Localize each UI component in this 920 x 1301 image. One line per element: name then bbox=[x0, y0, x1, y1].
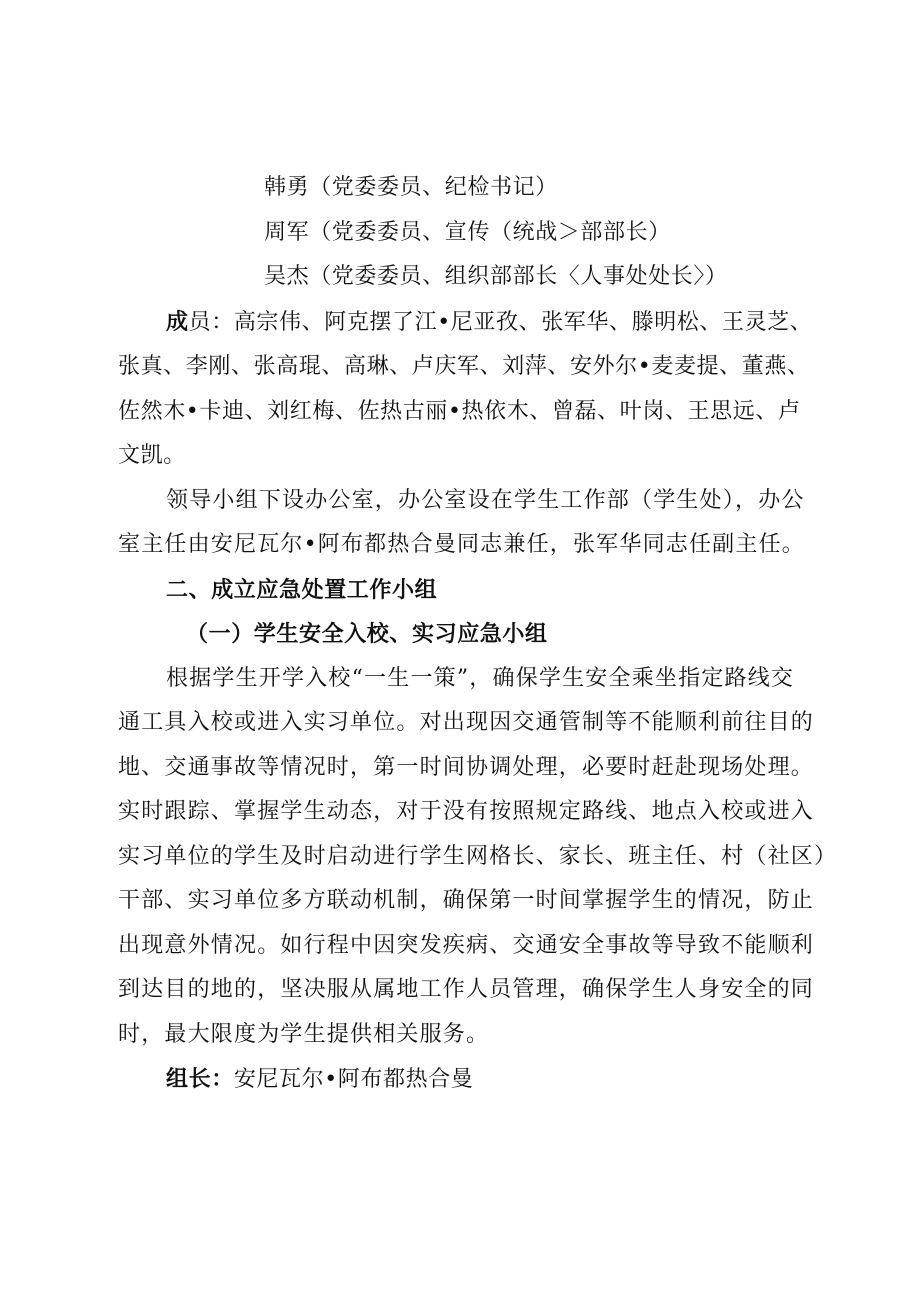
members-label-rest: 员： bbox=[188, 309, 234, 335]
leader-entry: 吴杰（党委委员、组织部部长〈人事处处长〉） bbox=[264, 264, 728, 289]
group-leader-label: 组长： bbox=[166, 1066, 234, 1092]
members-line: 佐然木•卡迪、刘红梅、佐热古丽•热依木、曾磊、叶岗、王思远、卢 bbox=[118, 398, 801, 424]
members-line: 文凯。 bbox=[118, 443, 186, 468]
group-leader-line bbox=[118, 1057, 828, 1103]
members-line: 张真、李刚、张高琨、高琳、卢庆军、刘萍、安外尔•麦麦提、董燕、 bbox=[118, 354, 810, 379]
body-line: 通工具入校或进入实习单位。对出现因交通管制等不能顺利前往目的 bbox=[118, 710, 815, 735]
leader-entry: 周军（党委委员、宣传（统战＞部部长） bbox=[264, 219, 671, 245]
body-line: 出现意外情况。如行程中因突发疾病、交通安全事故等导致不能顺利 bbox=[118, 932, 815, 958]
document-body bbox=[118, 166, 838, 1103]
section-heading: 二、成立应急处置工作小组 bbox=[166, 576, 438, 603]
body-line: 干部、实习单位多方联动机制，确保第一时间掌握学生的情况，防止 bbox=[118, 888, 815, 913]
leader-entry: 韩勇（党委委员、纪检书记） bbox=[264, 175, 558, 200]
body-line: 时，最大限度为学生提供相关服务。 bbox=[118, 1021, 490, 1047]
group-leader-name: 安尼瓦尔•阿布都热合曼 bbox=[233, 1067, 474, 1092]
subsection-heading: （一）学生安全入校、实习应急小组 bbox=[186, 621, 548, 647]
office-paragraph-line: 室主任由安尼瓦尔•阿布都热合曼同志兼任，张军华同志任副主任。 bbox=[118, 532, 805, 557]
body-line: 根据学生开学入校“一生一策”，确保学生安全乘坐指定路线交 bbox=[166, 665, 795, 691]
members-line bbox=[118, 300, 828, 346]
members-label: 成 bbox=[166, 308, 189, 335]
members-text: 高宗伟、阿克摆了江•尼亚孜、张军华、滕明松、王灵芝、 bbox=[233, 309, 813, 335]
body-line: 实时跟踪、掌握学生动态，对于没有按照规定路线、地点入校或进入 bbox=[118, 799, 815, 824]
body-line: 实习单位的学生及时启动进行学生网格长、家长、班主任、村（社区） bbox=[118, 843, 838, 869]
body-line: 到达目的地的，坚决服从属地工作人员管理，确保学生人身安全的同 bbox=[118, 977, 815, 1002]
office-paragraph-line: 领导小组下设办公室，办公室设在学生工作部（学生处），办公 bbox=[166, 487, 805, 513]
body-line: 地、交通事故等情况时，第一时间协调处理，必要时赶赴现场处理。 bbox=[118, 754, 815, 780]
